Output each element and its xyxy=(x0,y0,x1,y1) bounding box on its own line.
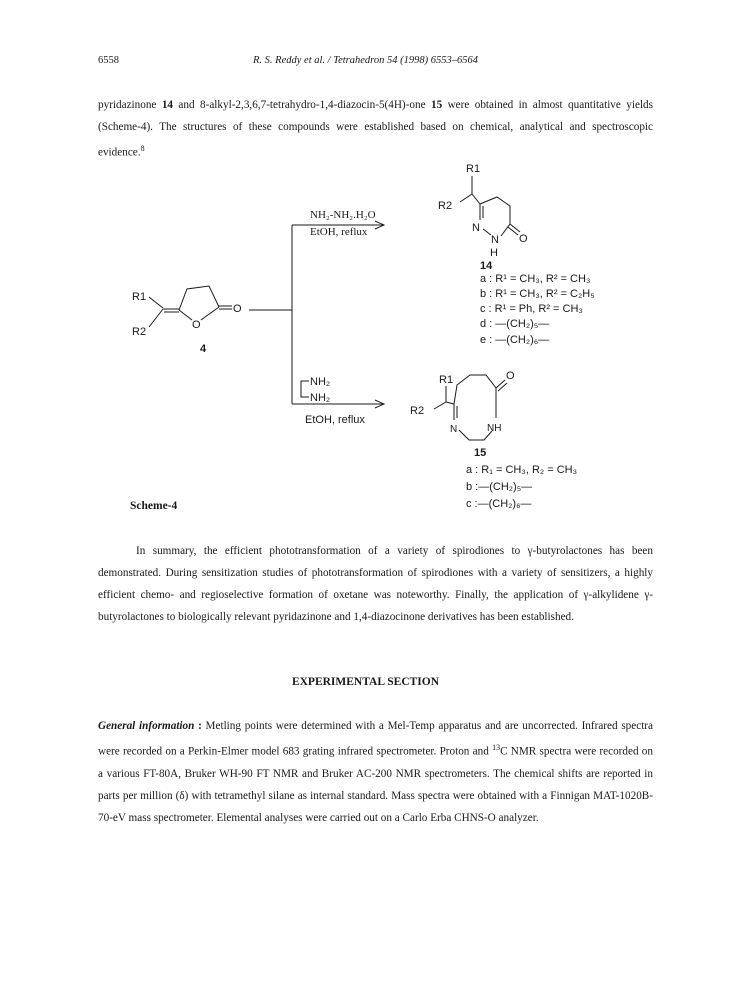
cmpd15-oxygen: O xyxy=(506,370,515,382)
running-title: R. S. Reddy et al. / Tetrahedron 54 (1998) 6553–6564 xyxy=(253,55,478,66)
c13-superscript: 13 xyxy=(492,743,501,752)
cmpd14-variant-b: b : R¹ = CH₃, R² = C₂H₅ xyxy=(480,288,595,300)
cmpd4-bond xyxy=(149,297,163,308)
compound-14-number: 14 xyxy=(480,260,493,272)
cmpd15-r1-label: R1 xyxy=(439,374,454,386)
general-information-paragraph xyxy=(98,715,653,829)
lead-separator: : xyxy=(194,720,206,732)
lower-solvent: EtOH, reflux xyxy=(305,414,365,426)
general-information-lead: General information xyxy=(98,720,195,732)
cmpd4-bond xyxy=(201,307,219,320)
cmpd15-carbonyl-bond xyxy=(498,383,507,391)
cmpd4-bond xyxy=(179,310,192,320)
scheme-caption: Scheme-4 xyxy=(130,500,178,512)
intro-text-1: pyridazinone xyxy=(98,99,162,111)
cmpd14-bond xyxy=(472,194,480,204)
amine-2: NH₂ xyxy=(310,392,331,404)
cmpd15-variant-b: b :—(CH₂)₅— xyxy=(466,481,533,493)
cmpd14-r1-label: R1 xyxy=(466,163,481,175)
cmpd14-r2-label: R2 xyxy=(438,200,453,212)
cmpd14-oxygen: O xyxy=(519,233,528,245)
cmpd14-n2: N xyxy=(491,234,499,246)
upper-solvent: EtOH, reflux xyxy=(310,226,368,238)
hydrazine-reagent: NH₂-NH₂.H₂O xyxy=(310,209,376,221)
intro-text-3: were obtained in almost quantitative yields (Scheme-4). The structures of these compounds were established based on chemical, analytical and spectroscopic evidence. xyxy=(98,99,654,159)
compound-ref-14: 14 xyxy=(161,99,174,111)
gi-text-b: C NMR spectra were recorded on a various FT-80A, Bruker WH-90 FT NMR and Bruker AC-200 NMR spectrometers. The chemical shifts are reported in parts per million (δ) with tetramethyl silane as internal standard. Mass spectra were obtained with a Finnigan MAT-1020B-70-eV mass spectrometer. Elemental analyses were carried out on a Carlo Erba CHNS-O analyzer. xyxy=(98,745,653,824)
cmpd4-r2-label: R2 xyxy=(132,326,147,338)
compound-14-structure xyxy=(438,163,595,346)
cmpd14-n1: N xyxy=(472,222,480,234)
intro-text-2: and 8-alkyl-2,3,6,7-tetrahydro-1,4-diazocin-5(4H)-one xyxy=(173,99,431,111)
footnote-ref: 8 xyxy=(140,144,145,153)
cmpd14-ring-bonds xyxy=(480,197,510,224)
cmpd14-bond xyxy=(460,194,472,202)
cmpd15-bond xyxy=(446,402,454,404)
ethylenediamine-bracket xyxy=(301,381,309,397)
compound-15-number: 15 xyxy=(474,447,487,459)
compound-4-number: 4 xyxy=(200,343,207,355)
summary-paragraph: In summary, the efficient phototransformation of a variety of spirodiones to γ-butyrolactones has been demonstrated. During sensitization studies of phototransformation of spirodiones with a variety of sensitizers, a highly efficient chemo- and regioselective formation of oxetane was noteworthy. Finally, the application of γ-alkylidene γ-butyrolactones to biologically relevant pyridazinone and 1,4-diazocinone derivatives has been established. xyxy=(98,545,653,623)
cmpd14-variant-a: a : R¹ = CH₃, R² = CH₃ xyxy=(480,273,591,285)
cmpd14-carbonyl-bond xyxy=(510,224,520,232)
cmpd14-carbonyl-bond xyxy=(508,227,518,235)
cmpd15-variant-c: c :—(CH₂)₆— xyxy=(466,498,532,510)
compound-15-structure xyxy=(410,370,577,510)
cmpd15-bond xyxy=(434,402,446,409)
cmpd15-nh: NH xyxy=(487,423,502,434)
cmpd15-variant-a: a : R₁ = CH₃, R₂ = CH₃ xyxy=(466,464,578,476)
compound-ref-15: 15 xyxy=(430,99,443,111)
cmpd14-nh-hydrogen: H xyxy=(490,247,498,259)
cmpd15-r2-label: R2 xyxy=(410,405,425,417)
cmpd4-carbonyl-oxygen: O xyxy=(233,303,242,315)
cmpd14-variant-d: d : —(CH₂)₅— xyxy=(480,318,550,330)
cmpd14-variant-e: e : —(CH₂)₆— xyxy=(480,334,550,346)
cmpd15-n: N xyxy=(450,424,458,435)
cmpd15-ring-bonds xyxy=(454,375,496,404)
cmpd14-bond xyxy=(483,229,491,235)
section-heading: EXPERIMENTAL SECTION xyxy=(291,676,440,688)
gi-text-a: Metling points were determined with a Mel-Temp apparatus and are uncorrected. Infrared spectra were recorded on a Perkin-Elmer model 683 grating infrared spectrometer. Proton and xyxy=(98,720,654,758)
cmpd4-bond xyxy=(149,309,163,327)
cmpd15-carbonyl-bond xyxy=(496,380,505,388)
amine-1: NH₂ xyxy=(310,376,331,388)
cmpd14-bond xyxy=(501,224,510,236)
cmpd4-ring-bonds xyxy=(179,286,219,310)
cmpd4-ring-oxygen: O xyxy=(192,319,201,331)
compound-4-structure xyxy=(132,286,242,355)
page-number: 6558 xyxy=(98,55,119,66)
cmpd4-r1-label: R1 xyxy=(132,291,147,303)
cmpd14-variant-c: c : R¹ = Ph, R² = CH₃ xyxy=(480,303,583,315)
